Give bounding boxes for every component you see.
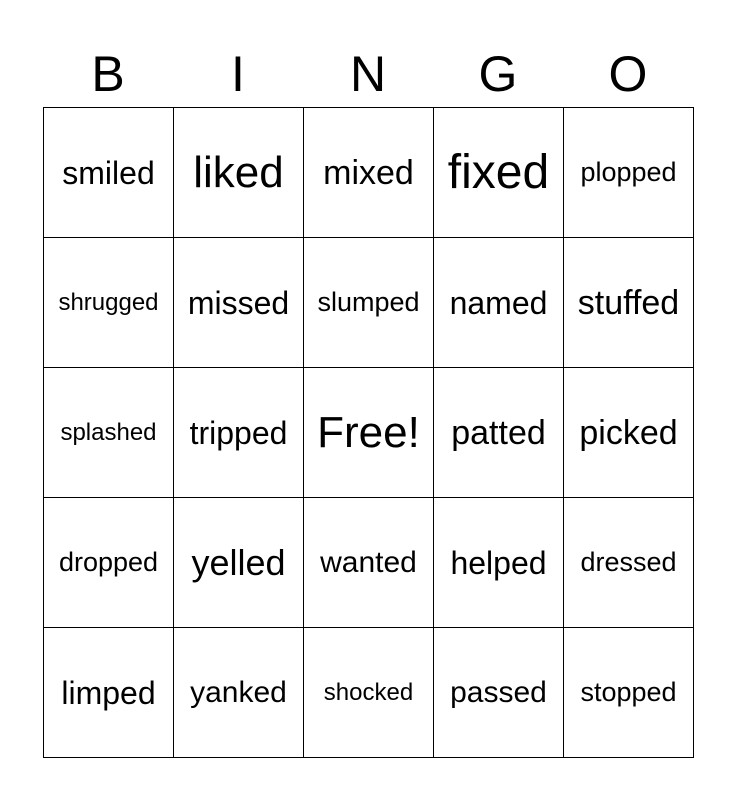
bingo-cell[interactable]: named <box>434 238 564 368</box>
bingo-cell[interactable]: limped <box>44 628 174 758</box>
bingo-cell[interactable]: picked <box>564 368 694 498</box>
bingo-cell[interactable]: yelled <box>174 498 304 628</box>
header-letter-i: I <box>231 46 245 102</box>
bingo-cell[interactable]: slumped <box>304 238 434 368</box>
bingo-cell[interactable]: splashed <box>44 368 174 498</box>
bingo-cell[interactable]: plopped <box>564 108 694 238</box>
bingo-cell[interactable]: stopped <box>564 628 694 758</box>
bingo-cell[interactable]: missed <box>174 238 304 368</box>
bingo-cell[interactable]: liked <box>174 108 304 238</box>
free-space[interactable]: Free! <box>304 368 434 498</box>
bingo-cell[interactable]: dressed <box>564 498 694 628</box>
bingo-board <box>43 107 694 758</box>
bingo-cell[interactable]: patted <box>434 368 564 498</box>
bingo-cell[interactable]: mixed <box>304 108 434 238</box>
header-letter-o: O <box>608 46 648 102</box>
bingo-cell[interactable]: passed <box>434 628 564 758</box>
bingo-cell[interactable]: wanted <box>304 498 434 628</box>
bingo-cell[interactable]: shrugged <box>44 238 174 368</box>
header-letter-n: N <box>349 46 387 102</box>
bingo-cell[interactable]: stuffed <box>564 238 694 368</box>
bingo-cell[interactable]: dropped <box>44 498 174 628</box>
bingo-cell[interactable]: tripped <box>174 368 304 498</box>
bingo-cell[interactable]: fixed <box>434 108 564 238</box>
bingo-cell[interactable]: helped <box>434 498 564 628</box>
bingo-cell[interactable]: yanked <box>174 628 304 758</box>
bingo-header <box>43 40 693 108</box>
bingo-cell[interactable]: shocked <box>304 628 434 758</box>
bingo-cell[interactable]: smiled <box>44 108 174 238</box>
header-letter-b: B <box>91 46 125 102</box>
header-letter-g: G <box>478 46 518 102</box>
